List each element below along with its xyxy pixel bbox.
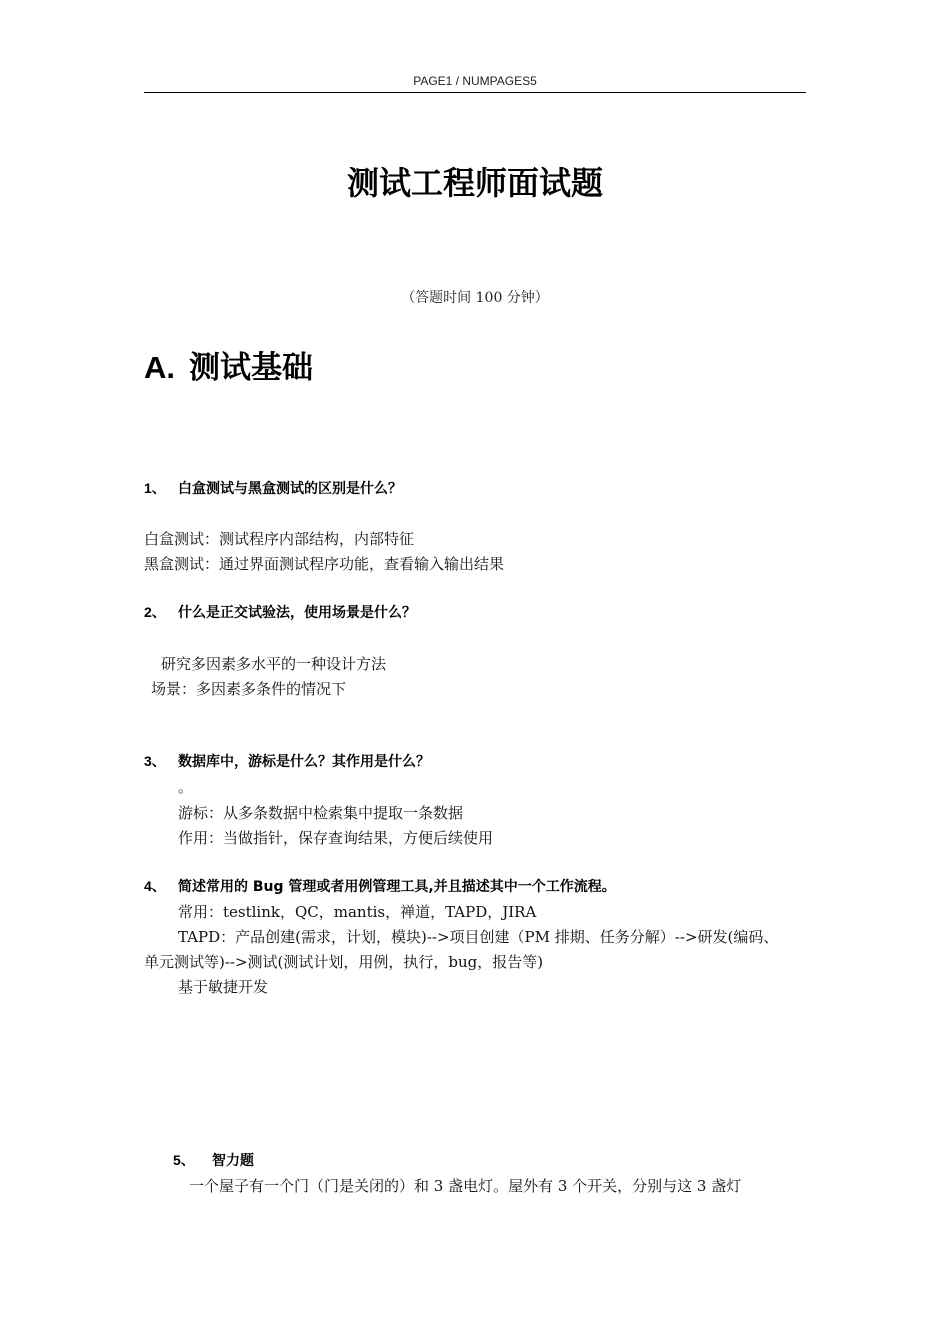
question-2 — [144, 602, 416, 622]
question-text: 数据库中，游标是什么？其作用是什么？ — [178, 754, 430, 770]
section-letter: A. — [144, 350, 175, 385]
answer-line: 单元测试等)-->测试(测试计划，用例，执行，bug，报告等) — [144, 953, 544, 971]
answer-line: TAPD：产品创建(需求，计划，模块)-->项目创建（PM 排期、任务分解）-->研发(编码、 — [178, 928, 779, 946]
answer-line: 游标：从多条数据中检索集中提取一条数据 — [178, 804, 464, 822]
answer-line: 基于敏捷开发 — [178, 978, 269, 996]
answer-line: 黑盒测试：通过界面测试程序功能，查看输入输出结果 — [144, 555, 505, 573]
question-text: 什么是正交试验法，使用场景是什么？ — [178, 605, 416, 621]
answer-line: 一个屋子有一个门（门是关闭的）和 3 盏电灯。屋外有 3 个开关，分别与这 3 盏灯 — [189, 1177, 742, 1195]
section-name: 测试基础 — [189, 350, 313, 386]
question-number: 5、 — [173, 1152, 195, 1168]
page-header: PAGE1 / NUMPAGES5 — [413, 74, 537, 88]
document-subtitle: （答题时间 100 分钟） — [401, 290, 549, 306]
question-text: 简述常用的 Bug 管理或者用例管理工具,并且描述其中一个工作流程。 — [178, 879, 616, 895]
answer-line: 。 — [178, 778, 194, 796]
question-5 — [173, 1150, 254, 1170]
question-text: 智力题 — [212, 1153, 254, 1169]
question-4 — [144, 876, 616, 896]
section-heading — [144, 342, 313, 387]
question-number: 4、 — [144, 878, 166, 894]
question-number: 3、 — [144, 753, 166, 769]
question-1 — [144, 478, 402, 498]
document-title: 测试工程师面试题 — [346, 164, 603, 202]
answer-line: 常用：testlink，QC，mantis，禅道，TAPD，JIRA — [178, 903, 537, 921]
question-number: 1、 — [144, 480, 166, 496]
header-rule — [144, 92, 806, 93]
answer-line: 白盒测试：测试程序内部结构，内部特征 — [144, 530, 415, 548]
answer-line: 作用：当做指针，保存查询结果，方便后续使用 — [178, 829, 494, 847]
answer-line: 研究多因素多水平的一种设计方法 — [161, 655, 387, 673]
question-3 — [144, 751, 430, 771]
question-text: 白盒测试与黑盒测试的区别是什么？ — [178, 481, 402, 497]
question-number: 2、 — [144, 604, 166, 620]
answer-line: 场景：多因素多条件的情况下 — [151, 680, 347, 698]
